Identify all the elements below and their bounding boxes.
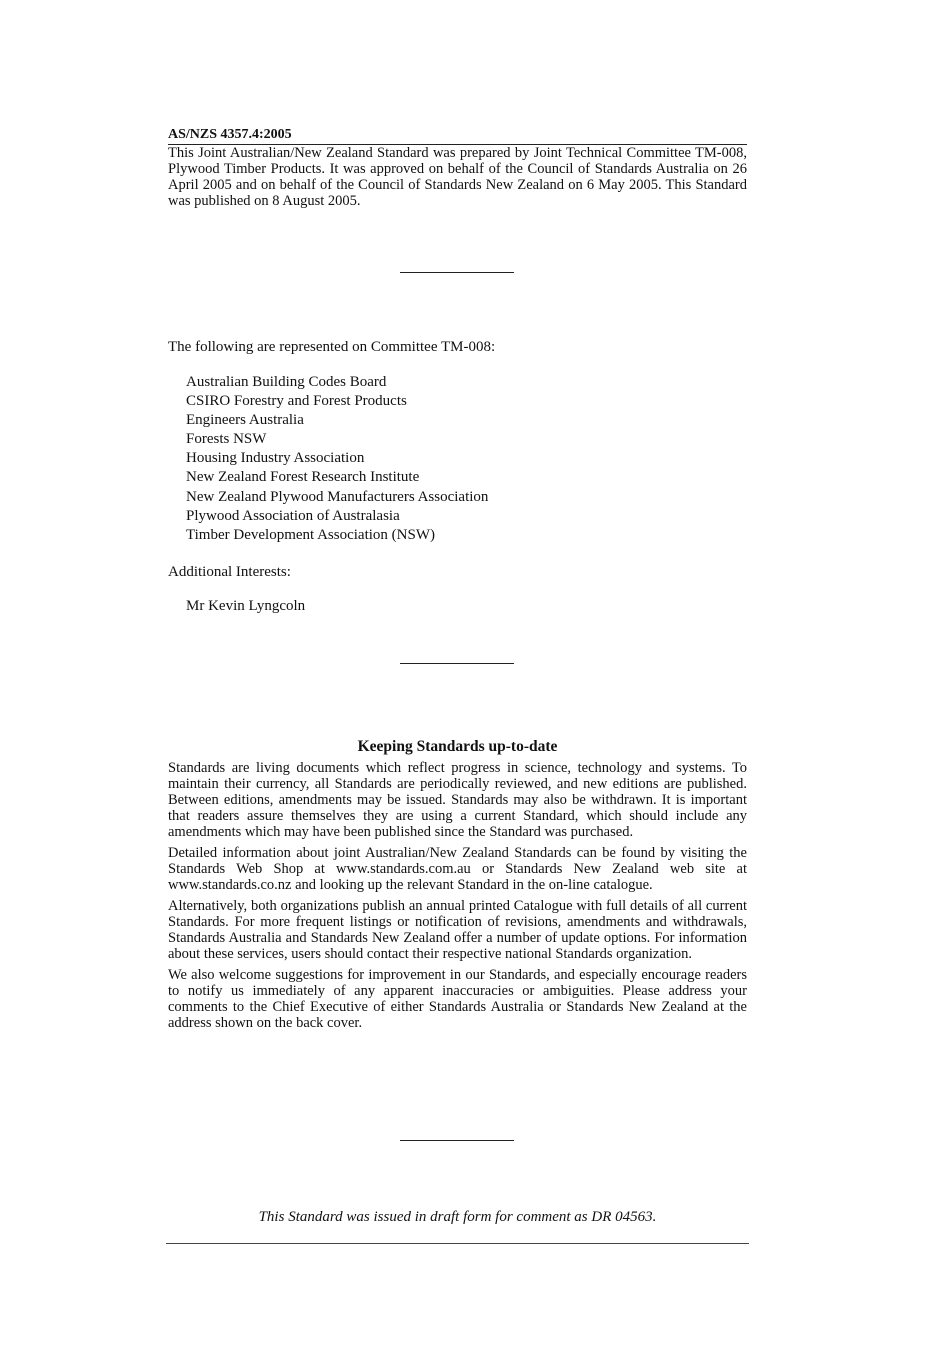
committee-member: CSIRO Forestry and Forest Products: [186, 393, 407, 410]
committee-member: Forests NSW: [186, 431, 267, 448]
committee-member: Australian Building Codes Board: [186, 374, 387, 390]
additional-interests-list: [186, 597, 305, 616]
standard-identifier: AS/NZS 4357.4:2005: [168, 127, 747, 145]
committee-member: Engineers Australia: [186, 412, 304, 429]
preparation-statement: This Joint Australian/New Zealand Standard was prepared by Joint Technical Committee TM-008, Plywood Timber Products. It was approved on behalf of the Council of Standards Australia on 26 April 2005 and on behalf of the Council of Standards New Zealand on 6 May 2005. This Standard was published on 8 August 2005.: [168, 145, 747, 209]
section-divider-3: [400, 1140, 514, 1141]
committee-intro: The following are represented on Committee TM-008:: [168, 339, 496, 355]
draft-note: This Standard was issued in draft form for comment as DR 04563.: [258, 1209, 657, 1225]
section-divider-2: [400, 663, 514, 664]
additional-interests-heading: Additional Interests:: [168, 564, 291, 580]
committee-member: Plywood Association of Australasia: [186, 507, 400, 524]
keeping-standards-heading: Keeping Standards up-to-date: [357, 738, 558, 755]
footer-rule: [166, 1243, 749, 1244]
additional-interest: Mr Kevin Lyngcoln: [186, 598, 306, 614]
section-divider-1: [400, 272, 514, 273]
keeping-paragraph: We also welcome suggestions for improvement in our Standards, and especially encourage readers to notify us immediately of any apparent inaccuracies or ambiguities. Please address your comments to the Chief Executive of either Standards Australia or Standards New Zealand at the address shown on the back cover.: [168, 967, 747, 1031]
committee-member: New Zealand Forest Research Institute: [186, 469, 420, 486]
keeping-standards-body: [168, 760, 747, 1036]
committee-member-list: [186, 373, 488, 545]
committee-member: Housing Industry Association: [186, 450, 365, 467]
committee-member: New Zealand Plywood Manufacturers Association: [186, 488, 489, 505]
committee-member: Timber Development Association (NSW): [186, 526, 436, 543]
keeping-paragraph: Alternatively, both organizations publish an annual printed Catalogue with full details of all current Standards. For more frequent listings or notification of revisions, amendments and withdrawals, Standards Australia and Standards New Zealand offer a number of update options. For information about these services, users should contact their respective national Standards organization.: [168, 898, 747, 962]
keeping-paragraph: Detailed information about joint Australian/New Zealand Standards can be found by visiting the Standards Web Shop at www.standards.com.au or Standards New Zealand web site at www.standards.co.nz and looking up the relevant Standard in the on-line catalogue.: [168, 845, 747, 893]
keeping-paragraph: Standards are living documents which reflect progress in science, technology and systems. To maintain their currency, all Standards are periodically reviewed, and new editions are published. Between editions, amendments may be issued. Standards may also be withdrawn. It is important that readers assure themselves they are using a current Standard, which should include any amendments which may have been published since the Standard was purchased.: [168, 760, 747, 840]
